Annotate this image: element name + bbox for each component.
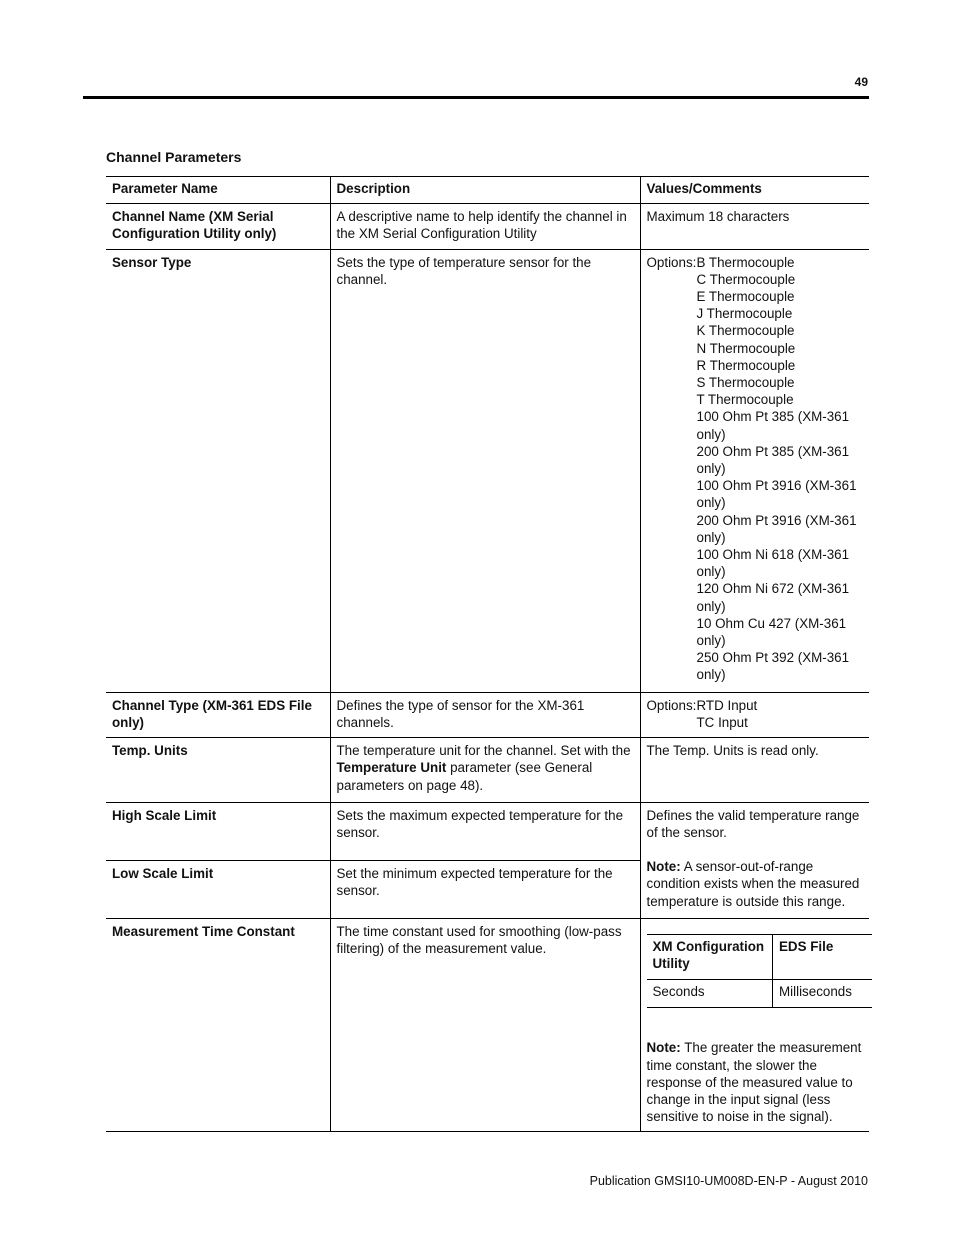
param-name: Low Scale Limit [112, 865, 214, 881]
param-description: A descriptive name to help identify the channel in the XM Serial Configuration Utility [330, 204, 640, 249]
param-name: Channel Name (XM Serial Configuration Utility only) [112, 209, 277, 242]
param-description: Sets the type of temperature sensor for the channel. [330, 249, 640, 692]
list-item: 100 Ohm Pt 385 (XM-361 only) [696, 409, 850, 442]
options-label: Options: [646, 254, 697, 270]
list-item: R Thermocouple [696, 357, 796, 373]
note-text: The greater the measurement time constant, the slower the response of the measured value to change in the input signal (less sensitive to noise in the signal). [646, 1040, 862, 1125]
description-bold-term: Temperature Unit [336, 760, 447, 776]
list-item: T Thermocouple [696, 392, 794, 408]
units-table-header-row [647, 934, 872, 979]
range-description: Defines the valid temperature range of the sensor. [646, 807, 860, 840]
note-paragraph [647, 1039, 864, 1125]
description-text: parameter (see General parameters on page 48). [336, 760, 593, 793]
section-title: Channel Parameters [106, 149, 242, 165]
note-label: Note: [646, 859, 681, 875]
param-values: The Temp. Units is read only. [640, 738, 869, 803]
header-description: Description [330, 177, 640, 204]
table-row-high-scale-limit [106, 802, 869, 860]
list-item: 10 Ohm Cu 427 (XM-361 only) [696, 615, 847, 649]
list-item: J Thermocouple [696, 306, 793, 322]
list-item: 120 Ohm Ni 672 (XM-361 only) [696, 581, 850, 614]
param-name: Temp. Units [112, 743, 188, 759]
param-values [640, 802, 869, 918]
list-item: 200 Ohm Pt 385 (XM-361 only) [696, 443, 850, 477]
param-name: High Scale Limit [106, 802, 330, 860]
page-footer: Publication GMSI10-UM008D-EN-P - August 2010 [589, 1174, 868, 1188]
description-text: The temperature unit for the channel. Set with the [336, 743, 631, 759]
table-row-channel-type [106, 692, 869, 737]
units-table [647, 934, 872, 1009]
param-values: Maximum 18 characters [640, 204, 869, 249]
list-item: C Thermocouple [696, 271, 796, 287]
table-row-temp-units [106, 738, 869, 803]
param-description: Sets the maximum expected temperature for the sensor. [330, 802, 640, 860]
list-item: 100 Ohm Ni 618 (XM-361 only) [696, 547, 850, 580]
list-item: TC Input [696, 714, 748, 730]
param-description: Set the minimum expected temperature for the sensor. [330, 860, 640, 918]
units-milliseconds: Milliseconds [773, 980, 872, 1008]
table-row-sensor-type [106, 249, 869, 692]
param-name: Measurement Time Constant [112, 923, 295, 939]
table-header-row [106, 177, 869, 204]
header-values-comments: Values/Comments [640, 177, 869, 204]
top-rule [83, 96, 869, 99]
param-description: Defines the type of sensor for the XM-361 channels. [330, 692, 640, 737]
param-name: Channel Type (XM-361 EDS File only) [112, 697, 312, 730]
header-parameter-name: Parameter Name [112, 181, 218, 196]
channel-type-options [697, 697, 864, 731]
units-table-row [647, 980, 872, 1008]
header-xm-configuration-utility: XM Configuration Utility [652, 938, 765, 971]
list-item: N Thermocouple [696, 340, 796, 356]
param-name: Sensor Type [112, 254, 192, 270]
param-description [330, 738, 640, 803]
list-item: 200 Ohm Pt 3916 (XM-361 only) [696, 512, 857, 545]
list-item: RTD Input [696, 697, 758, 713]
list-item: 250 Ohm Pt 392 (XM-361 only) [696, 650, 850, 683]
note-text: A sensor-out-of-range condition exists when the measured temperature is outside this range. [646, 859, 860, 909]
list-item: S Thermocouple [696, 375, 795, 391]
channel-parameters-table [106, 176, 869, 1132]
list-item: K Thermocouple [696, 323, 795, 339]
note-paragraph [647, 858, 864, 910]
sensor-type-options [697, 254, 864, 684]
page-number: 49 [854, 75, 868, 89]
table-row-channel-name [106, 204, 869, 249]
param-values [640, 249, 869, 692]
header-eds-file: EDS File [773, 934, 872, 979]
options-label: Options: [646, 697, 697, 713]
table-row-measurement-time-constant [106, 918, 869, 1132]
list-item: E Thermocouple [696, 289, 795, 305]
list-item: 100 Ohm Pt 3916 (XM-361 only) [696, 478, 857, 511]
note-label: Note: [646, 1040, 681, 1056]
param-values [640, 692, 869, 737]
param-values [640, 918, 869, 1132]
units-seconds: Seconds [652, 984, 705, 1000]
param-description: The time constant used for smoothing (low-pass filtering) of the measurement value. [330, 918, 640, 1132]
list-item: B Thermocouple [696, 254, 795, 270]
